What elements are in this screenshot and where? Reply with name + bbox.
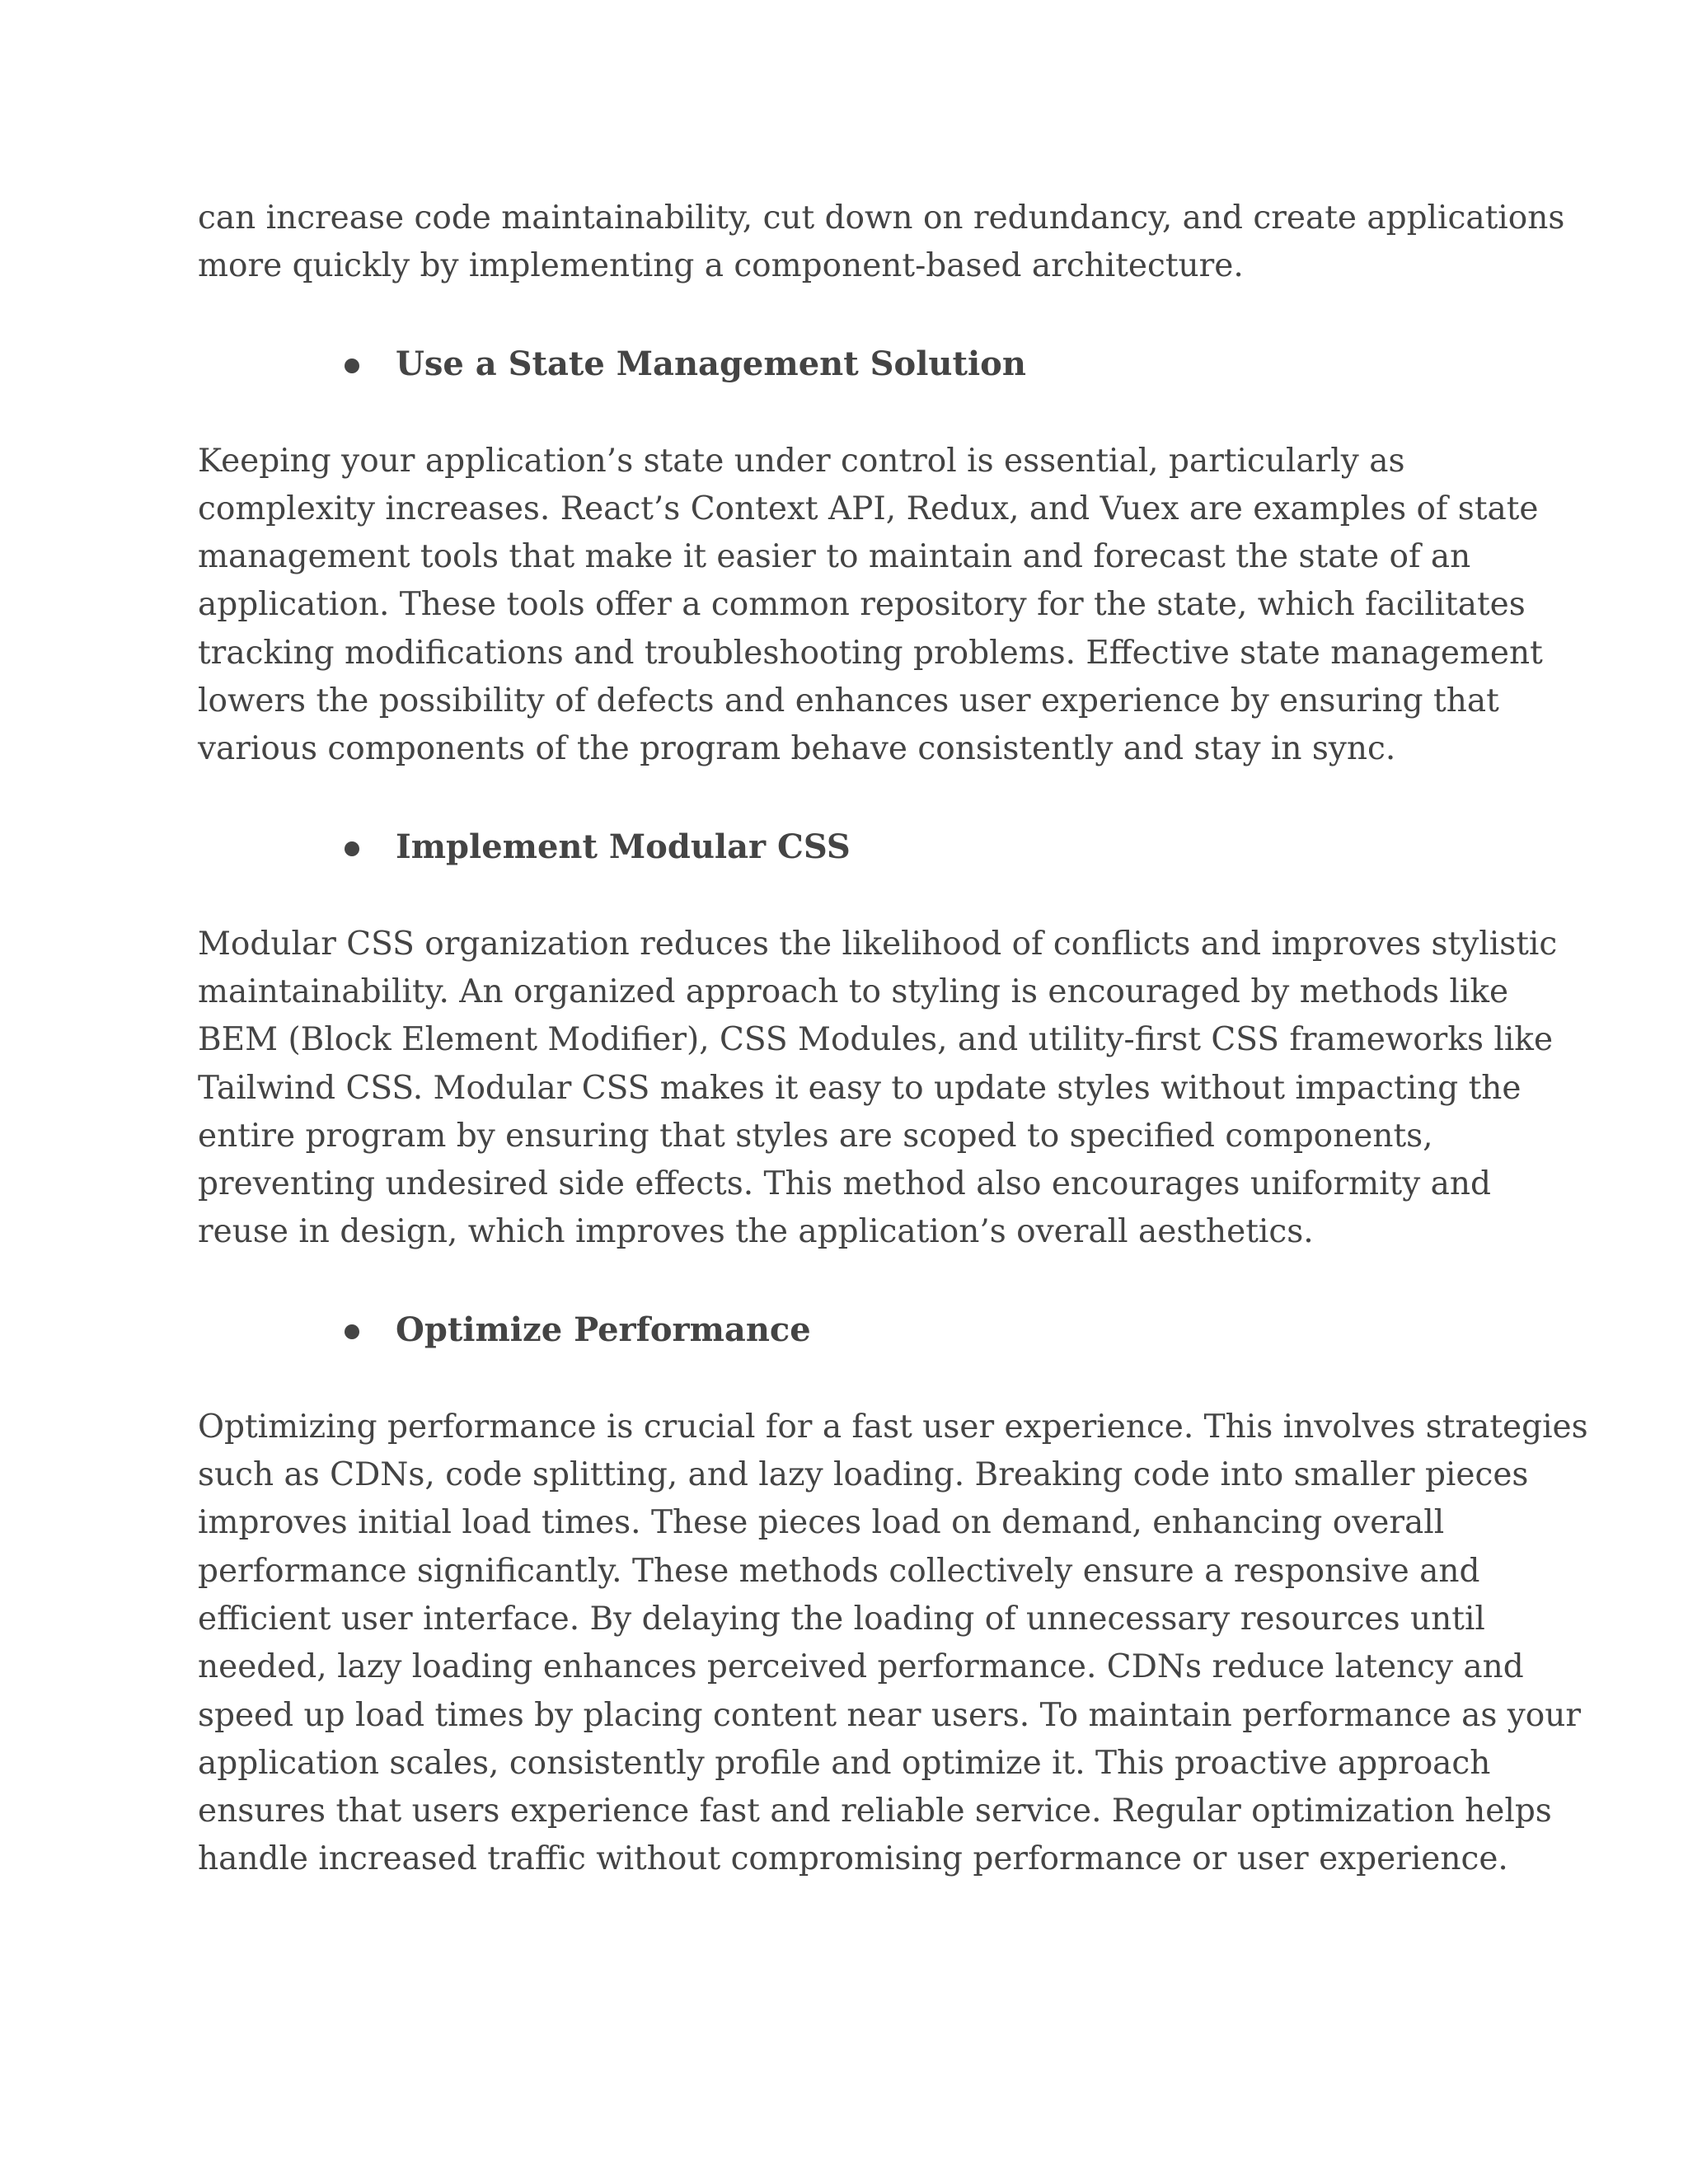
bullet-icon [345,1324,359,1339]
paragraph-line: maintainability. An organized approach to styling is encouraged by methods like [198,972,1509,1010]
section-heading-text: Use a State Management Solution [396,344,1026,383]
paragraph-line: can increase code maintainability, cut down on redundancy, and create applications [198,199,1565,237]
bullet-icon [345,841,359,856]
paragraph-line: BEM (Block Element Modifier), CSS Modules, and utility-first CSS frameworks like [198,1021,1554,1059]
paragraph-line: improves initial load times. These pieces load on demand, enhancing overall [198,1504,1445,1542]
paragraph-line: such as CDNs, code splitting, and lazy loading. Breaking code into smaller pieces [198,1456,1529,1494]
paragraph-line: Modular CSS organization reduces the likelihood of conflicts and improves stylistic [198,925,1558,963]
intro-paragraph [198,194,1565,291]
paragraph-line: tracking modifications and troubleshooting problems. Effective state management [198,634,1543,672]
paragraph-line: Optimizing performance is crucial for a fast user experience. This involves strategies [198,1408,1588,1446]
paragraph-line: application. These tools offer a common repository for the state, which facilitates [198,586,1526,624]
paragraph-line: Keeping your application’s state under control is essential, particularly as [198,442,1405,480]
bullet-icon [345,359,359,373]
paragraph-line: management tools that make it easier to maintain and forecast the state of an [198,538,1471,576]
paragraph-line: more quickly by implementing a component-based architecture. [198,247,1244,285]
paragraph-line: entire program by ensuring that styles are scoped to specified components, [198,1117,1433,1155]
paragraph-line: needed, lazy loading enhances perceived performance. CDNs reduce latency and [198,1648,1524,1686]
paragraph-line: efficient user interface. By delaying the loading of unnecessary resources until [198,1600,1485,1638]
section-heading-modular-css [198,823,1500,871]
section-heading-text: Optimize Performance [396,1310,811,1349]
paragraph-line: ensures that users experience fast and reliable service. Regular optimization helps [198,1793,1552,1830]
paragraph-line: preventing undesired side effects. This method also encourages uniformity and [198,1165,1491,1203]
paragraph-line: lowers the possibility of defects and enhances user experience by ensuring that [198,682,1499,720]
paragraph-line: performance significantly. These methods collectively ensure a responsive and [198,1552,1480,1590]
paragraph-line: various components of the program behave consistently and stay in sync. [198,730,1396,768]
paragraph-line: speed up load times by placing content near users. To maintain performance as your [198,1696,1582,1734]
optimize-performance-paragraph [198,1404,1588,1884]
state-management-paragraph [198,438,1543,774]
page-content [198,194,1588,1884]
modular-css-paragraph [198,921,1558,1257]
paragraph-line: handle increased traffic without compromising performance or user experience. [198,1840,1508,1878]
paragraph-line: application scales, consistently profile and optimize it. This proactive approach [198,1744,1491,1782]
paragraph-line: reuse in design, which improves the application’s overall aesthetics. [198,1213,1314,1251]
section-heading-optimize-performance [198,1306,1500,1354]
paragraph-line: complexity increases. React’s Context API, Redux, and Vuex are examples of state [198,490,1539,527]
section-heading-state-management [198,340,1500,388]
section-heading-text: Implement Modular CSS [396,827,851,866]
paragraph-line: Tailwind CSS. Modular CSS makes it easy to update styles without impacting the [198,1069,1522,1107]
